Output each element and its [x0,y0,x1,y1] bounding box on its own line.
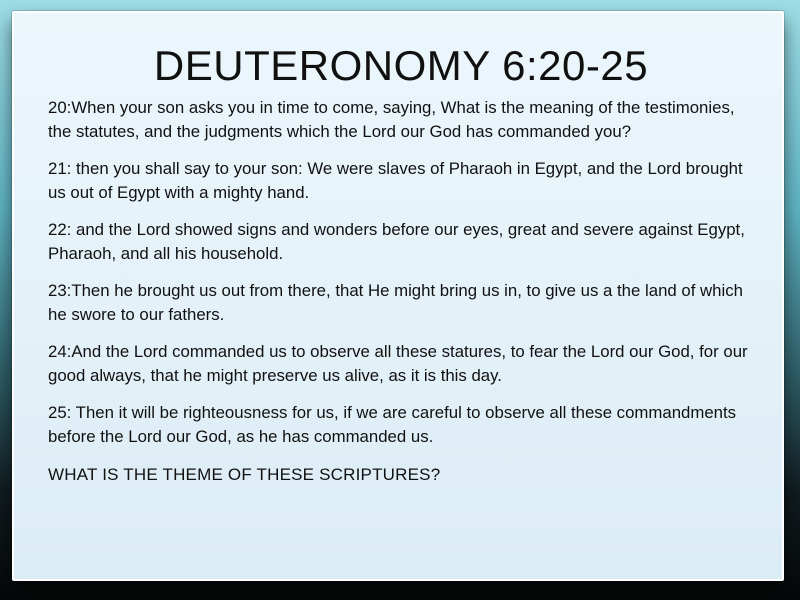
verse-list [48,96,754,448]
verse-20: 20:When your son asks you in time to come, saying, What is the meaning of the testimonies, the statutes, and the judgments which the Lord our God has commanded you? [48,98,735,141]
slide-panel [12,11,784,581]
verse-21: 21: then you shall say to your son: We were slaves of Pharaoh in Egypt, and the Lord brought us out of Egypt with a mighty hand. [48,159,743,202]
slide-title: DEUTERONOMY 6:20-25 [153,42,649,89]
verse-24: 24:And the Lord commanded us to observe all these statures, to fear the Lord our God, for our good always, that he might preserve us alive, as it is this day. [48,342,748,385]
verse-22: 22: and the Lord showed signs and wonders before our eyes, great and severe against Egypt, Pharaoh, and all his household. [48,220,745,263]
theme-question: WHAT IS THE THEME OF THESE SCRIPTURES? [48,465,441,484]
verse-25: 25: Then it will be righteousness for us, if we are careful to observe all these commandments before the Lord our God, as he has commanded us. [48,403,737,446]
verse-23: 23:Then he brought us out from there, that He might bring us in, to give us a the land of which he swore to our fathers. [48,281,743,324]
